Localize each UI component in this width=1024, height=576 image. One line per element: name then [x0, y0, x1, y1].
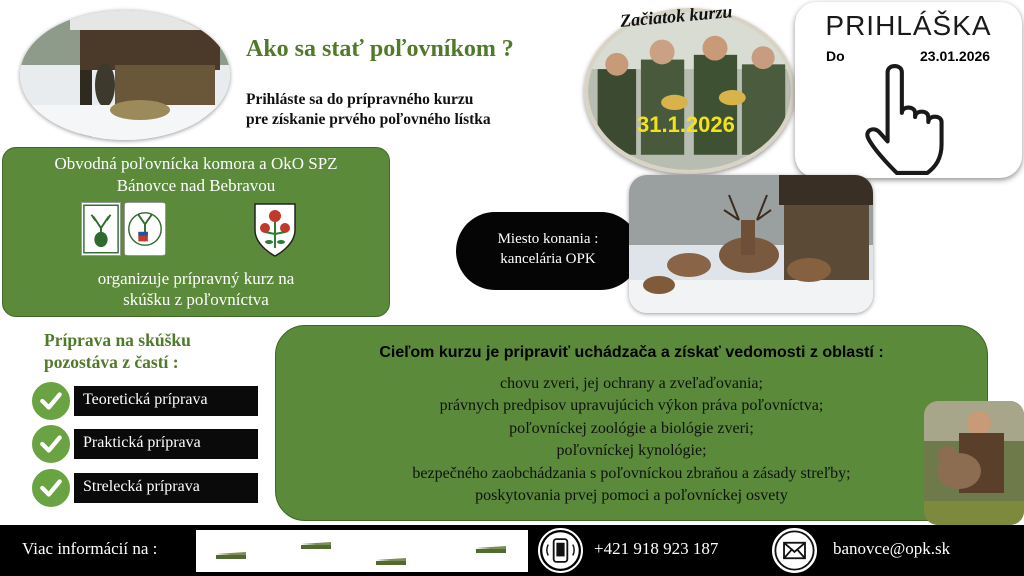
registration-title: PRIHLÁŠKA — [825, 10, 992, 41]
course-start-photo — [584, 8, 795, 174]
partner-logos-strip — [196, 530, 528, 572]
footer-bar — [0, 525, 1024, 576]
page-title: Ako sa stať poľovníkom ? — [246, 36, 514, 62]
more-info-label: Viac informácií na : — [22, 539, 158, 558]
hand-pointer-icon — [855, 64, 965, 176]
organizer-line-1: Obvodná poľovnícka komora a OkO SPZ — [54, 154, 338, 173]
preparation-item-label: Strelecká príprava — [74, 473, 258, 503]
registration-deadline-date: 23.01.2026 — [920, 48, 991, 64]
preparation-title-line-1: Príprava na skúšku — [44, 330, 191, 350]
organizer-line-4: skúšku z poľovníctva — [123, 290, 269, 309]
hunter-with-dog-photo — [924, 401, 1024, 525]
goal-item: poľovníckej zoológie a biológie zveri; — [509, 419, 754, 437]
phone-number[interactable]: +421 918 923 187 — [594, 539, 719, 558]
organizer-box — [2, 147, 390, 317]
check-icon — [30, 467, 72, 509]
venue-value: kancelária OPK — [500, 251, 596, 267]
subtitle-line-1: Prihláste sa do prípravného kurzu — [246, 91, 474, 108]
goal-item: chovu zveri, jej ochrany a zveľaďovania; — [500, 375, 763, 392]
opk-emblem — [124, 202, 166, 256]
preparation-item-label: Teoretická príprava — [74, 386, 258, 416]
spz-emblem — [81, 202, 121, 256]
email-address[interactable]: banovce@opk.sk — [833, 539, 951, 558]
course-goal-heading: Cieľom kurzu je pripraviť uchádzača a získať vedomosti z oblastí : — [379, 344, 884, 361]
envelope-icon[interactable] — [772, 528, 817, 573]
course-start-label: Začiatok kurzu — [619, 1, 734, 31]
preparation-item-label: Praktická príprava — [74, 429, 258, 459]
course-goal-list — [276, 373, 987, 507]
organizer-line-3: organizuje prípravný kurz na — [97, 269, 295, 288]
subtitle — [246, 90, 586, 130]
registration-deadline-prefix: Do — [826, 48, 845, 64]
deer-herd-photo — [629, 175, 873, 313]
preparation-title — [44, 329, 294, 373]
check-icon — [30, 423, 72, 465]
course-start-date: 31.1.2026 — [637, 112, 735, 137]
goal-item: poskytovania prvej pomoci a poľovníckej osvety — [475, 487, 788, 505]
venue-label: Miesto konania : — [497, 231, 599, 247]
registration-card[interactable] — [795, 2, 1022, 178]
preparation-title-line-2: pozostáva z častí : — [44, 352, 179, 372]
venue-badge — [456, 212, 640, 290]
town-coat-of-arms — [251, 200, 299, 260]
organizer-line-2: Bánovce nad Bebravou — [116, 176, 276, 195]
goal-item: bezpečného zaobchádzania s poľovníckou zbraňou a zásady streľby; — [412, 464, 851, 482]
subtitle-line-2: pre získanie prvého poľovného lístka — [246, 111, 491, 128]
goal-item: poľovníckej kynológie; — [556, 442, 707, 460]
course-goal-box — [275, 325, 988, 521]
goal-item: právnych predpisov upravujúcich výkon práva poľovníctva; — [439, 397, 824, 415]
winter-feeder-photo — [20, 10, 230, 140]
check-icon — [30, 380, 72, 422]
phone-icon[interactable] — [538, 528, 583, 573]
